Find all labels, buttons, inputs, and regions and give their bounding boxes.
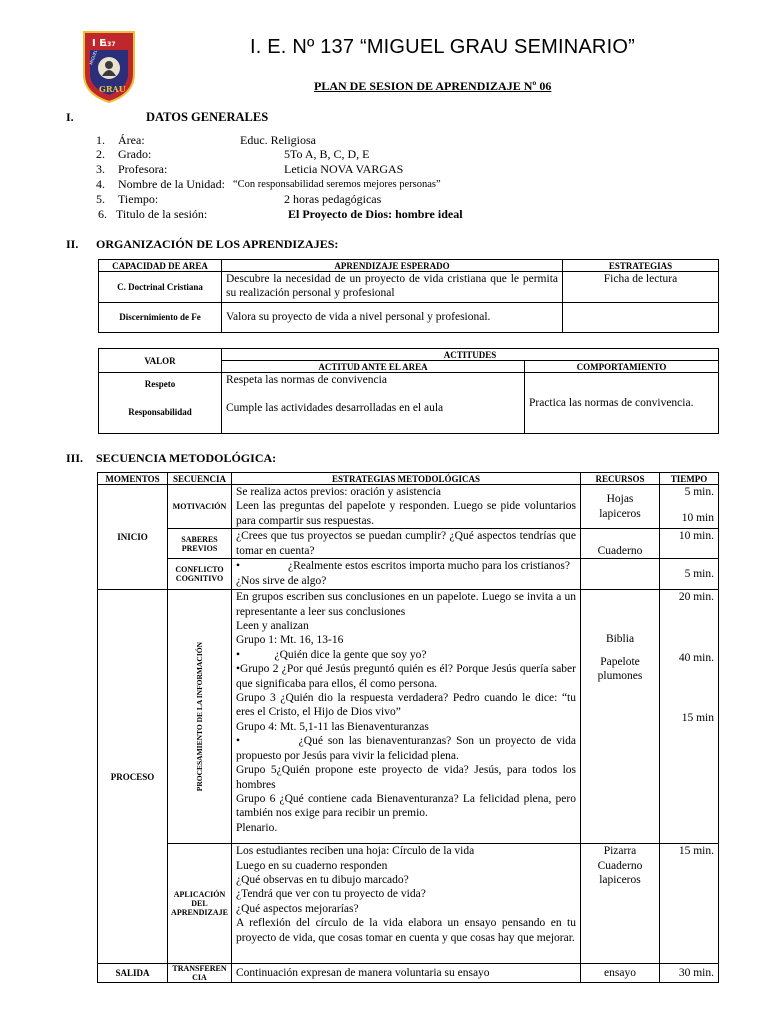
estrategias-salida: Continuación expresan de manera voluntaria su ensayo [232,964,581,983]
estrategia-line: Los estudiantes reciben una hoja: Círculo de la vida [236,845,475,858]
row-label: Área: [118,133,145,147]
secuencia-aplicacion: APLICACIÓN DEL APRENDIZAJE [168,844,232,964]
momento-proceso: PROCESO [98,590,168,964]
bullet: • [236,560,241,573]
tiempo-conflicto: 5 min. [660,559,719,590]
header-estrategias-metodologicas: ESTRATEGIAS METODOLÓGICAS [232,473,581,485]
valores-cell [99,373,222,434]
header-momentos: MOMENTOS [98,473,168,485]
row-value: “Con responsabilidad seremos mejores personas” [233,179,441,190]
estrategia-line: Leen las preguntas del papelote y responden. Luego se pide voluntarios para compartir sus respuestas. [236,500,576,527]
plan-title: PLAN DE SESION DE APRENDIZAJE Nº 06 [314,79,552,93]
recurso-item: Papelote plumones [597,655,643,683]
header-recursos: RECURSOS [581,473,660,485]
secuencia-table [97,472,719,983]
general-row-grado [96,147,596,162]
recurso-item: Biblia [605,633,635,646]
row-value: El Proyecto de Dios: hombre ideal [288,207,463,221]
actitudes-table [98,348,719,434]
section3-number: III. [66,451,84,465]
tiempo-aplicacion: 15 min. [660,844,719,964]
momento-salida: SALIDA [98,964,168,983]
row-value: 2 horas pedagógicas [284,192,382,206]
header-actitudes: ACTITUDES [222,349,719,361]
estrategia-cell [563,303,719,333]
header-aprendizaje: APRENDIZAJE ESPERADO [222,260,563,272]
row-number: 2. [96,147,105,161]
secuencia-motivacion: MOTIVACIÓN [168,485,232,529]
general-row-profesora [96,162,596,177]
row-label: Profesora: [118,162,168,176]
secuencia-procesamiento-label: PROCESAMIENTO DE LA INFORMACIÓN [195,642,204,792]
general-row-titulo [98,207,598,222]
estrategia-line: Se realiza actos previos: oración y asistencia [236,486,442,498]
tiempo-motivacion [660,485,719,529]
row-label: Titulo de la sesión: [116,207,208,221]
actitud-item: Cumple las actividades desarrolladas en el aula [226,402,444,415]
recurso-item: Cuaderno [597,859,643,872]
section1-title: DATOS GENERALES [146,110,269,124]
tiempo-value: 40 min. [678,651,714,664]
section1-number: I. [66,110,74,124]
estrategias-saberes: ¿Crees que tus proyectos se puedan cumplir? ¿Qué aspectos tendrías que tomar en cuenta? [232,529,581,559]
section2-number: II. [66,237,79,251]
recurso-item: lapiceros [599,874,641,887]
estrategia-line: Leen y analizan [236,620,309,633]
estrategia-line: Grupo 1: Mt. 16, 13-16 [236,634,344,647]
tiempo-value: 5 min. [684,486,714,498]
estrategia-text: ¿Realmente estos escritos importa mucho para los cristianos? ¿Nos sirve de algo? [236,560,570,587]
comportamiento-cell: Practica las normas de convivencia. [525,373,719,434]
school-title: I. E. Nº 137 “MIGUEL GRAU SEMINARIO” [250,36,635,58]
header-comportamiento: COMPORTAMIENTO [525,361,719,373]
tiempo-saberes: 10 min. [660,529,719,559]
general-row-area [96,133,596,148]
estrategias-motivacion [232,485,581,529]
aprendizaje-cell: Valora su proyecto de vida a nivel personal y profesional. [222,303,563,333]
estrategia-line: • ¿Qué son las bienaventuranzas? Son un proyecto de vida propuesto por Jesús para vivir la felicidad plena. [236,735,579,762]
actitud-item: Respeta las normas de convivencia [226,374,387,386]
logo-number: 137 [103,41,116,48]
secuencia-procesamiento [168,590,232,844]
row-number: 4. [96,177,105,191]
header-valor: VALOR [99,349,222,373]
row-label: Grado: [118,147,152,161]
recursos-procesamiento [581,590,660,844]
row-value: 5To A, B, C, D, E [284,147,370,161]
aprendizajes-table [98,259,719,333]
row-number: 1. [96,133,105,147]
tiempo-value: 15 min [681,712,714,725]
header-capacidad: CAPACIDAD DE AREA [99,260,222,272]
estrategia-line: Grupo 6 ¿Qué contiene cada Bienaventuranza? La felicidad plena, pero también nos exige para recibir un premio. [236,792,576,820]
estrategia-line: Plenario. [236,821,278,834]
logo-top-text: I E [92,38,107,49]
estrategia-line: Grupo 5¿Quién propone este proyecto de vida? Jesús, para todos los hombres [236,764,576,791]
estrategia-cell: Ficha de lectura [563,272,719,303]
school-logo [82,30,136,104]
estrategia-line: En grupos escriben sus conclusiones en un papelote. Luego se invita a un representante a leer sus conclusiones [236,591,576,618]
aprendizaje-cell: Descubre la necesidad de un proyecto de vida cristiana que le permita su realización personal y profesional [222,272,563,303]
capacidad-cell: C. Doctrinal Cristiana [99,272,222,303]
header-estrategias: ESTRATEGIAS [563,260,719,272]
recursos-conflicto [581,559,660,590]
row-number: 5. [96,192,105,206]
section2-title: ORGANIZACIÓN DE LOS APRENDIZAJES: [96,237,339,251]
recurso-item: Pizarra [603,845,637,858]
secuencia-conflicto-cognitivo: CONFLICTO COGNITIVO [168,559,232,590]
tiempo-value: 20 min. [678,591,714,604]
recursos-motivacion: Hojas lapiceros [581,485,660,529]
estrategia-line: • ¿Quién dice la gente que soy yo? [236,648,427,661]
tiempo-salida: 30 min. [660,964,719,983]
logo-bottom-text: GRAU [99,84,126,94]
secuencia-saberes-previos: SABERES PREVIOS [168,529,232,559]
estrategia-line: Grupo 3 ¿Quién dio la respuesta verdadera? Pedro cuando le dice: “tu eres el Cristo, el Hijo de Dios vivo” [236,692,576,719]
tiempo-procesamiento [660,590,719,844]
secuencia-transferencia: TRANSFEREN CIA [168,964,232,983]
row-value: Leticia NOVA VARGAS [284,162,404,176]
row-label: Nombre de la Unidad: [118,177,225,191]
recursos-saberes: Cuaderno [581,529,660,559]
recursos-salida: ensayo [581,964,660,983]
general-row-unidad [96,177,596,192]
header-actitud-area: ACTITUD ANTE EL AREA [222,361,525,373]
section3-title: SECUENCIA METODOLÓGICA: [96,451,277,465]
row-number: 6. [98,207,107,221]
estrategia-line: Luego en su cuaderno responden [236,859,388,872]
row-number: 3. [96,162,105,176]
estrategia-line: Grupo 4: Mt. 5,1-11 las Bienaventuranzas [236,720,429,733]
valor-item: Responsabilidad [128,407,192,418]
estrategia-line: •Grupo 2 ¿Por qué Jesús preguntó quién es él? Porque Jesús quería saber que significaba para ellos, él como persona. [236,663,576,690]
row-value: Educ. Religiosa [240,133,316,147]
momento-inicio: INICIO [98,485,168,590]
estrategia-line: ¿Qué observas en tu dibujo marcado? [236,874,409,887]
estrategias-conflicto [232,559,581,590]
tiempo-value: 10 min [681,512,714,525]
estrategia-line: ¿Qué aspectos mejorarías? [236,902,359,915]
estrategia-line: A reflexión del círculo de la vida elabora un ensayo pensando en tu proyecto de vida, que cosas tomar en cuenta y que cosas hay que mejorar. [236,917,576,944]
actitudes-cell [222,373,525,434]
header-tiempo: TIEMPO [660,473,719,485]
valor-item: Respeto [144,379,176,389]
recursos-aplicacion [581,844,660,964]
estrategia-line: ¿Tendrá que ver con tu proyecto de vida? [236,888,426,901]
estrategias-aplicacion [232,844,581,964]
logo-side-text: MIGUEL [88,49,99,66]
capacidad-cell: Discernimiento de Fe [99,303,222,333]
estrategias-procesamiento [232,590,581,844]
general-row-tiempo [96,192,596,207]
header-secuencia: SECUENCIA [168,473,232,485]
row-label: Tiempo: [118,192,159,206]
